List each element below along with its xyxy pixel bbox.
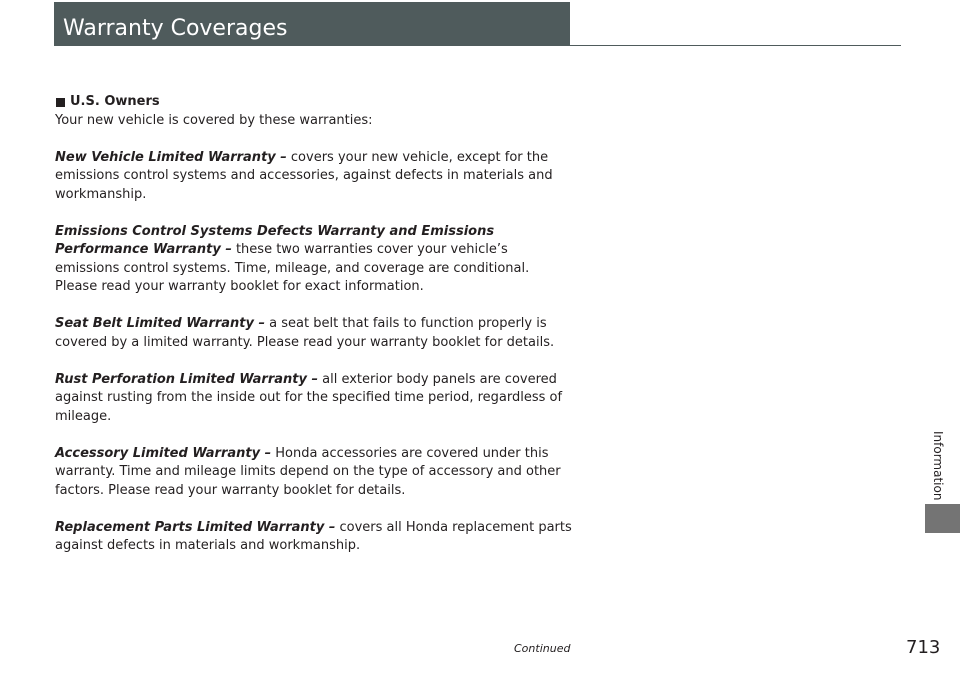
side-tab-label: Information: [931, 431, 945, 501]
section-heading: [55, 93, 573, 112]
warranty-replacement-parts: [55, 519, 573, 556]
warranty-term: Accessory Limited Warranty –: [55, 445, 272, 461]
warranty-description: all exterior body panels are covered against rusting from the inside out for the specified time period, regardless of mileage.: [55, 371, 563, 424]
warranty-term: Rust Perforation Limited Warranty –: [55, 371, 318, 387]
page-title: Warranty Coverages: [63, 16, 288, 41]
warranty-description: covers your new vehicle, except for the emissions control systems and accessories, against defects in materials and workmanship.: [55, 149, 553, 202]
warranty-description: Honda accessories are covered under this warranty. Time and mileage limits depend on the type of accessory and other factors. Please read your warranty booklet for details.: [55, 445, 561, 498]
warranty-accessory: [55, 445, 573, 501]
intro-text: Your new vehicle is covered by these warranties:: [55, 112, 373, 128]
warranty-term: Emissions Control Systems Defects Warranty and Emissions Performance Warranty –: [55, 223, 495, 257]
warranty-term: Seat Belt Limited Warranty –: [55, 316, 266, 331]
page-number: 713: [906, 637, 941, 658]
warranty-new-vehicle: [55, 149, 573, 205]
side-tab: [925, 504, 960, 533]
square-bullet-icon: [56, 98, 65, 107]
warranty-description: covers all Honda replacement parts against defects in materials and workmanship.: [55, 519, 572, 553]
content: [55, 93, 573, 556]
continued-label: Continued: [514, 642, 571, 655]
warranty-seat-belt: [55, 315, 573, 352]
warranty-rust-perforation: [55, 371, 573, 427]
section-heading-text: U.S. Owners: [70, 94, 160, 109]
warranty-emissions: [55, 223, 573, 297]
warranty-term: New Vehicle Limited Warranty –: [55, 149, 287, 165]
title-rule: [54, 45, 901, 46]
warranty-description: these two warranties cover your vehicle’s emissions control systems. Time, mileage, and coverage are conditional. Please read your warranty booklet for exact information.: [55, 242, 530, 294]
warranty-description: a seat belt that fails to function properly is covered by a limited warranty. Please read your warranty booklet for details.: [55, 316, 555, 350]
title-bar: [54, 2, 570, 46]
warranty-term: Replacement Parts Limited Warranty –: [55, 519, 336, 535]
